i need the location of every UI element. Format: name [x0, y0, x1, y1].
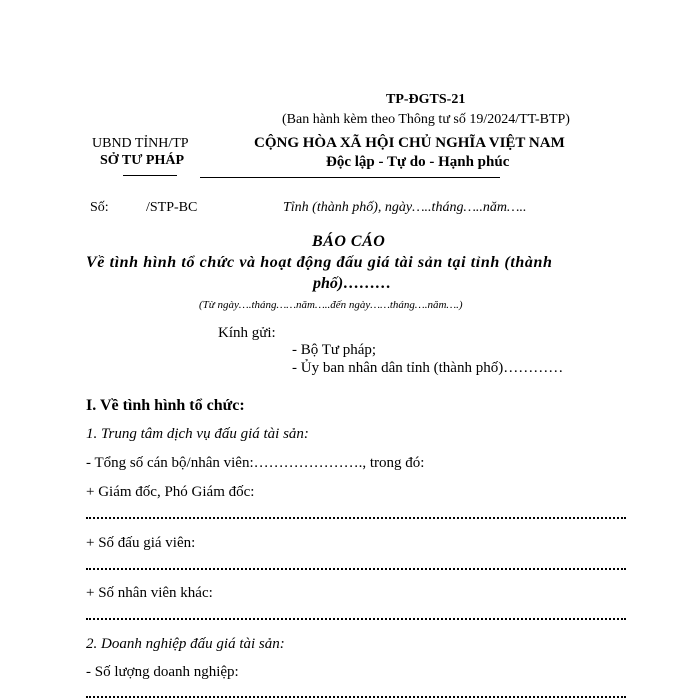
recipients-label: Kính gửi: [218, 325, 276, 341]
report-title: BÁO CÁO [312, 233, 386, 250]
fill-in-dotted-line [86, 618, 626, 620]
report-period: (Từ ngày….tháng……năm…..đến ngày……tháng….năm….) [199, 299, 463, 311]
recipient-item: - Bộ Tư pháp; [292, 342, 377, 358]
directors-line: + Giám đốc, Phó Giám đốc: [86, 484, 255, 500]
nation-motto: Độc lập - Tự do - Hạnh phúc [326, 154, 510, 170]
enterprise-count-line: - Số lượng doanh nghiệp: [86, 664, 239, 680]
issued-note: (Ban hành kèm theo Thông tư số 19/2024/TT-BTP) [282, 112, 570, 127]
recipient-item: - Ủy ban nhân dân tỉnh (thành phố)………… [292, 360, 564, 376]
agency-name: UBND TỈNH/TP [92, 136, 189, 151]
subsection-heading: 1. Trung tâm dịch vụ đấu giá tài sản: [86, 426, 309, 442]
subsection-heading: 2. Doanh nghiệp đấu giá tài sản: [86, 636, 285, 652]
fill-in-dotted-line [86, 568, 626, 570]
other-staff-line: + Số nhân viên khác: [86, 585, 213, 601]
section-heading: I. Về tình hình tổ chức: [86, 397, 245, 414]
agency-underline [123, 175, 177, 176]
doc-number-suffix: /STP-BC [146, 200, 198, 215]
auctioneers-line: + Số đấu giá viên: [86, 535, 196, 551]
report-subtitle-line2: phố)……… [313, 275, 392, 292]
nation-title: CỘNG HÒA XÃ HỘI CHỦ NGHĨA VIỆT NAM [254, 135, 565, 151]
total-staff-line: - Tổng số cán bộ/nhân viên:…………………., trong đó: [86, 455, 425, 471]
fill-in-dotted-line [86, 696, 626, 698]
motto-underline [200, 177, 500, 178]
place-date: Tỉnh (thành phố), ngày…..tháng…..năm….. [283, 200, 527, 215]
fill-in-dotted-line [86, 517, 626, 519]
doc-number-label: Số: [90, 200, 109, 215]
department-name: SỞ TƯ PHÁP [100, 153, 185, 168]
report-subtitle-line1: Về tình hình tổ chức và hoạt động đấu giá tài sản tại tỉnh (thành [86, 254, 553, 271]
form-code: TP-ĐGTS-21 [386, 92, 466, 107]
